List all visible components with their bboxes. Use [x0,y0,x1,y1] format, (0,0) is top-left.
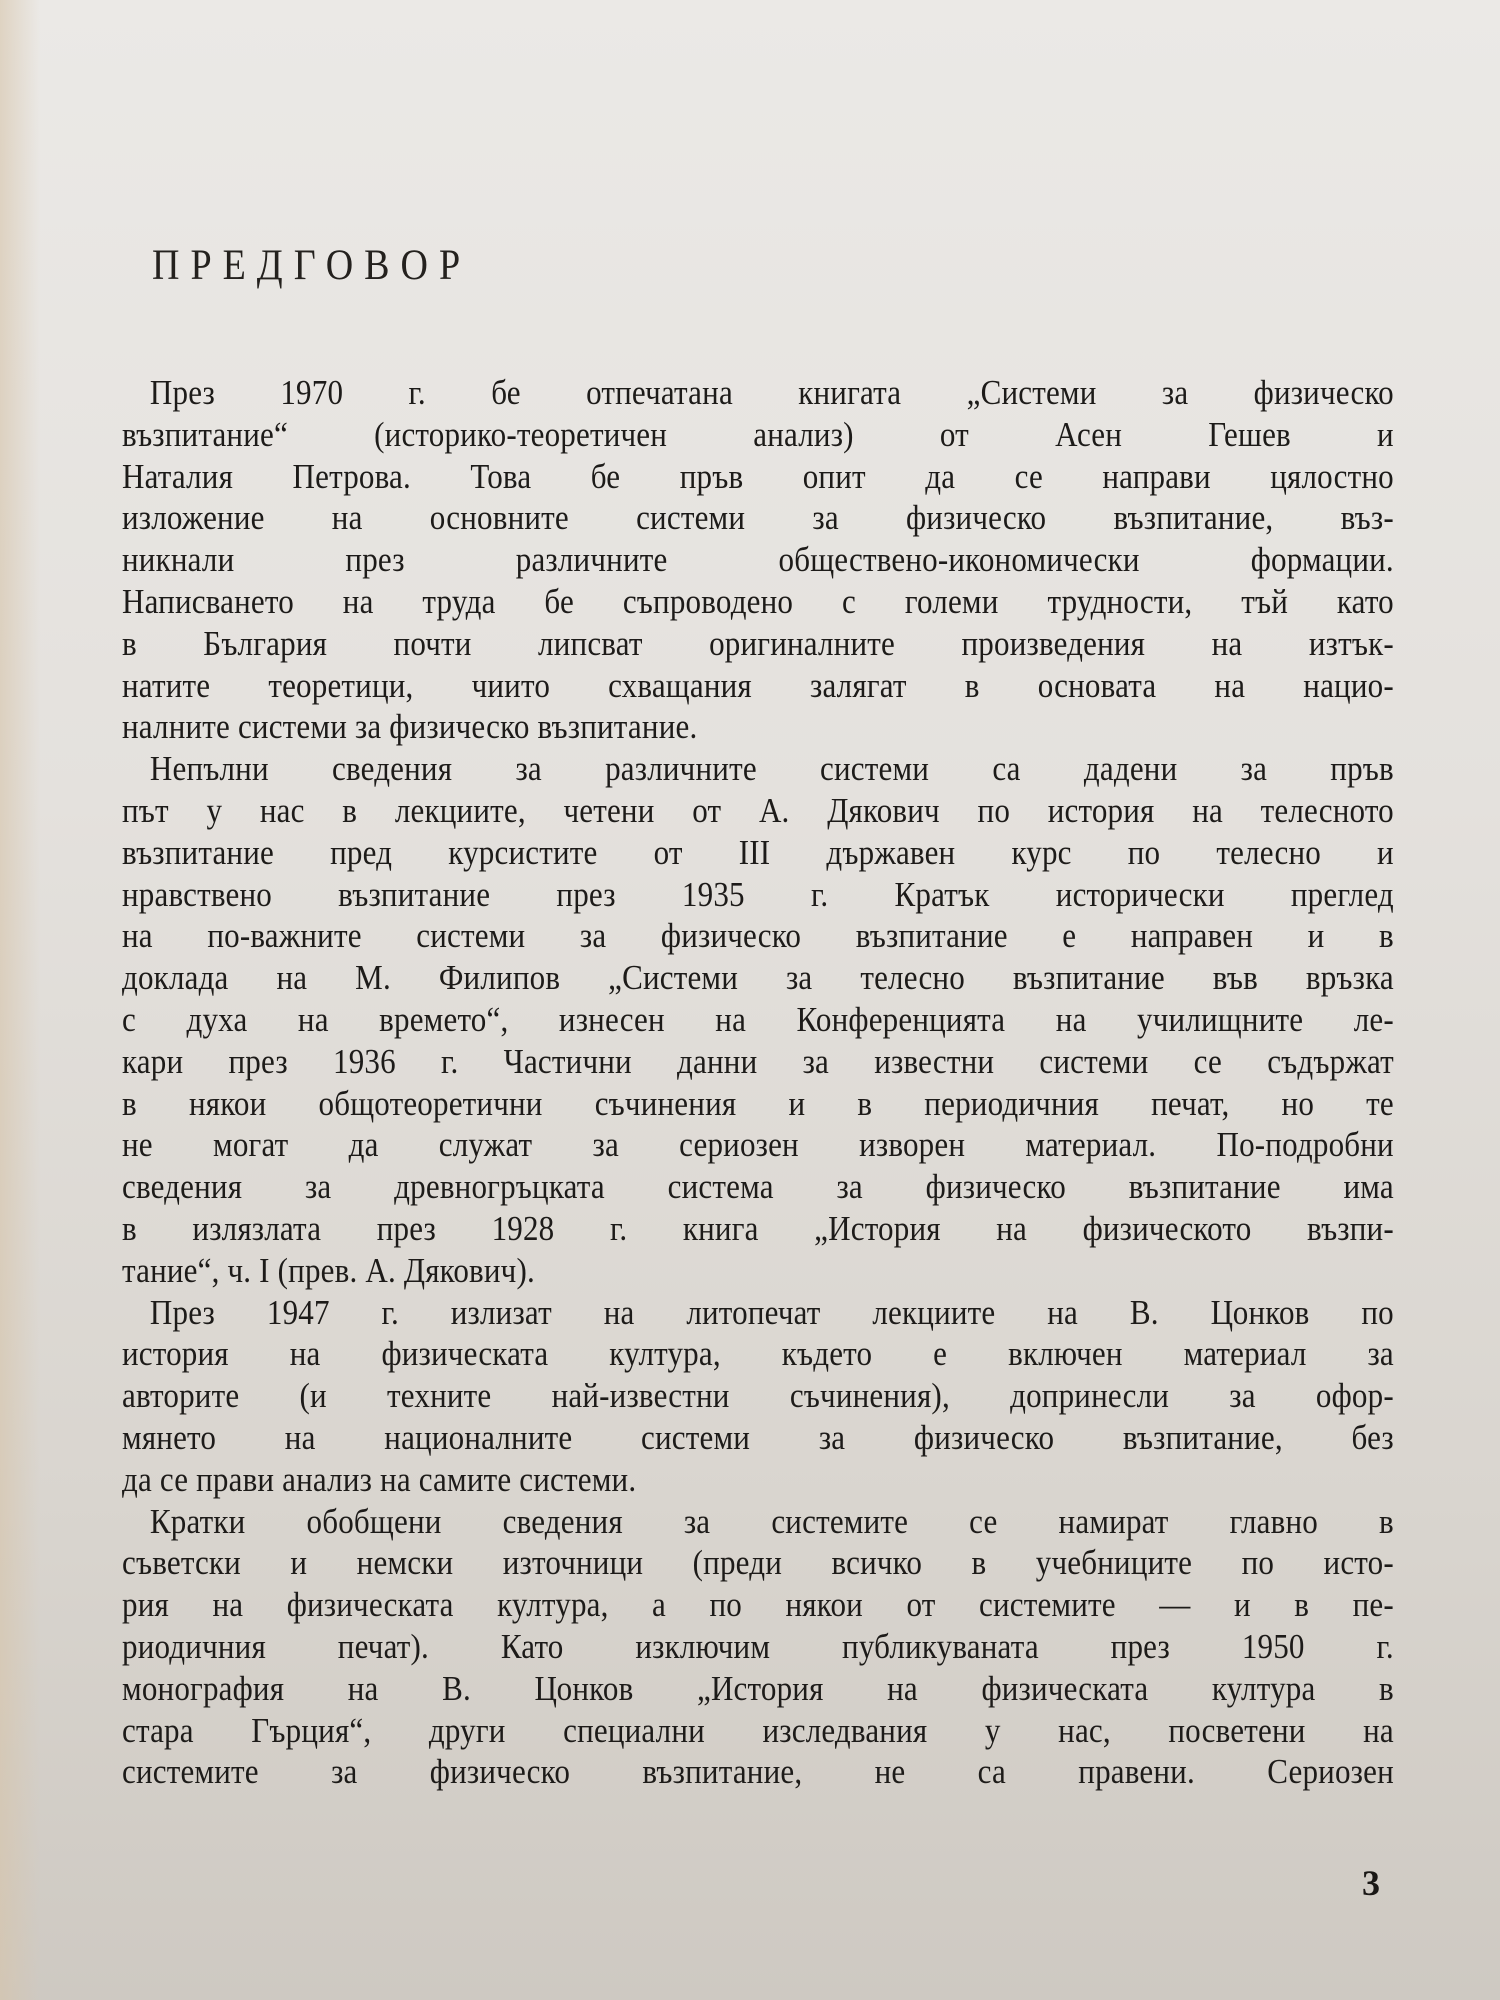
text-line: Кратки обобщени сведения за системите се намират главно в [149,1502,1394,1541]
text-line: възпитание“ (историко-теоретичен анализ) от Асен Гешев и [122,415,1394,454]
text-line: През 1970 г. бе отпечатана книгата „Системи за физическо [149,374,1394,412]
body-text [122,373,1394,1794]
paragraph [122,1502,1394,1795]
text-line: никнали през различните обществено-икономически формации. [122,541,1394,580]
text-line: не могат да служат за сериозен изворен материал. По-подробни [122,1126,1394,1165]
text-line: сведения за древногръцката система за физическо възпитание има [122,1168,1394,1207]
text-line: да се прави анализ на самите системи. [122,1460,637,1499]
text-line: тание“, ч. I (прев. А. Дякович). [122,1251,535,1290]
text-line: авторите (и техните най-известни съчинения), допринесли за офор- [122,1377,1394,1416]
paragraph [122,749,1394,1292]
text-line: нравствено възпитание през 1935 г. Кратък исторически преглед [122,875,1394,914]
text-line: налните системи за физическо възпитание. [122,708,698,747]
text-line: с духа на времето“, изнесен на Конференцията на училищните ле- [122,1000,1394,1039]
text-line: изложение на основните системи за физическо възпитание, въз- [122,499,1394,538]
paragraph [122,1293,1394,1502]
text-line: През 1947 г. излизат на литопечат лекциите на В. Цонков по [149,1293,1394,1332]
text-line: мянето на националните системи за физическо възпитание, без [122,1418,1394,1457]
text-line: рия на физическата култура, а по някои от системите — и в пе- [122,1586,1394,1625]
text-line: кари през 1936 г. Частични данни за известни системи се съдържат [122,1042,1394,1081]
text-line: история на физическата култура, където е включен материал за [122,1335,1394,1374]
page-title: ПРЕДГОВОР [152,241,472,290]
text-line: Наталия Петрова. Това бе пръв опит да се направи цялостно [122,457,1394,496]
text-line: натите теоретици, чиито схващания залягат в основата на нацио- [122,666,1394,705]
text-line: път у нас в лекциите, четени от А. Дякович по история на телесното [122,791,1394,830]
text-line: съветски и немски източници (преди всичко в учебниците по исто- [122,1544,1394,1583]
page-edge-shadow [0,0,40,2000]
text-line: стара Гърция“, други специални изследвания у нас, посветени на [122,1711,1394,1750]
text-line: в излязлата през 1928 г. книга „История на физическото възпи- [122,1209,1394,1248]
text-line: възпитание пред курсистите от III държавен курс по телесно и [122,833,1394,872]
text-line: в някои общотеоретични съчинения и в периодичния печат, но те [122,1084,1394,1123]
text-line: риодичния печат). Като изключим публикуваната през 1950 г. [122,1627,1394,1666]
paragraph [122,373,1394,749]
text-line: монография на В. Цонков „История на физическата култура в [122,1669,1394,1708]
text-line: в България почти липсват оригиналните произведения на изтък- [122,624,1394,663]
text-line: системите за физическо възпитание, не са правени. Сериозен [122,1753,1394,1792]
text-line: доклада на М. Филипов „Системи за телесно възпитание във връзка [122,959,1394,998]
page-number: 3 [1362,1863,1380,1903]
text-line: на по-важните системи за физическо възпитание е направен и в [122,917,1394,956]
text-line: Написването на труда бе съпроводено с големи трудности, тъй като [122,582,1394,621]
text-line: Непълни сведения за различните системи са дадени за пръв [149,750,1394,789]
